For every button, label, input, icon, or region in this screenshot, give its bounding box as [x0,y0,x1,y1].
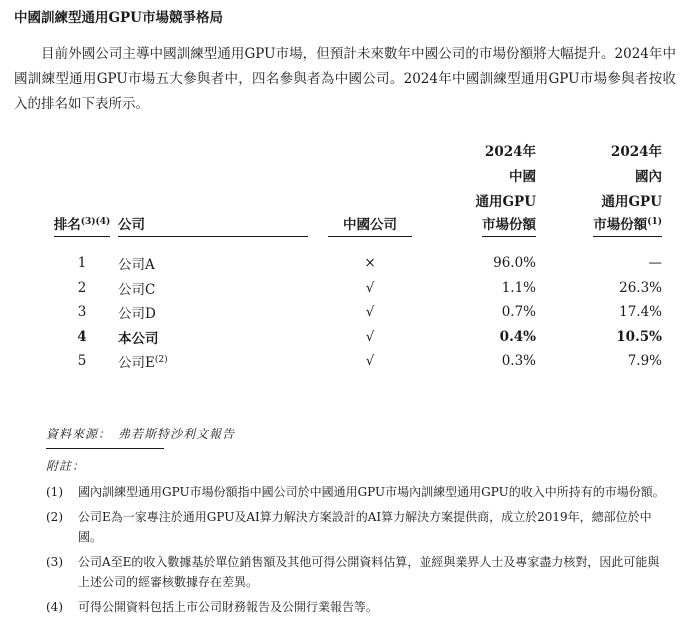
note-item [46,552,666,592]
note-text: 可得公開資料包括上市公司財務報告及公開行業報告等。 [78,600,379,614]
table-row: 2 公司C √ 1.1% 26.3% [77,279,662,298]
table-row: 5 公司$E^{(2)}$ √ 0.3% 7.9% [77,353,662,372]
note-number: (3) [46,555,63,569]
header-rank: 排名$^{(3)(4)}$ [46,140,118,237]
intro-text: 目前外國公司主導中國訓練型通用GPU市場，但預計未來數年中國公司的市場份額將大幅提升。2024年中國訓練型通用GPU市場五大參與者中，四名參與者為中國公司。2024年中國訓練型通用GPU市場參與者按收入的排名如下表所示。 [14,46,676,112]
section-heading: 中國訓練型通用GPU市場競爭格局 [14,10,223,26]
notes-title: 附註： [46,459,86,473]
note-text: 公司E為一家專注於通用GPU及AI算力解決方案設計的AI算力解決方案提供商，成立於2019年，總部位於中國。 [78,510,652,544]
table-row: 3 公司D √ 0.7% 17.4% [77,304,662,323]
intro-paragraph [14,42,676,117]
note-number: (1) [46,485,63,499]
table-row: 1 公司A × 96.0% — [77,255,662,274]
note-number: (2) [46,510,63,524]
header-china-share: 2024年 中國 通用GPU 市場份額 [422,140,536,237]
note-text: 公司A至E的收入數據基於單位銷售額及其他可得公開資料估算，並經與業界人士及專家盡力核對，因此可能與上述公司的經審核數據存在差異。 [78,555,660,589]
ranking-table [46,140,662,374]
divider [46,448,164,449]
table-header-row [46,140,662,237]
note-item [46,597,666,617]
table-row-highlight: 4 本公司 √ 0.4% 10.5% [77,328,662,347]
note-item [46,482,666,502]
note-number: (4) [46,600,63,614]
note-item [46,507,666,547]
note-text: 國內訓練型通用GPU市場份額指中國公司於中國通用GPU市場內訓練型通用GPU的收入中所持有的市場份額。 [78,485,665,499]
header-company: 公司 [118,140,318,237]
notes-list [46,482,666,622]
source-line: 資料來源： 弗若斯特沙利文報告 [46,427,236,441]
header-domestic-share: 2024年 國內 通用GPU 市場份額$^{(1)}$ [536,140,662,237]
header-chinese-company: 中國公司 [318,140,422,237]
